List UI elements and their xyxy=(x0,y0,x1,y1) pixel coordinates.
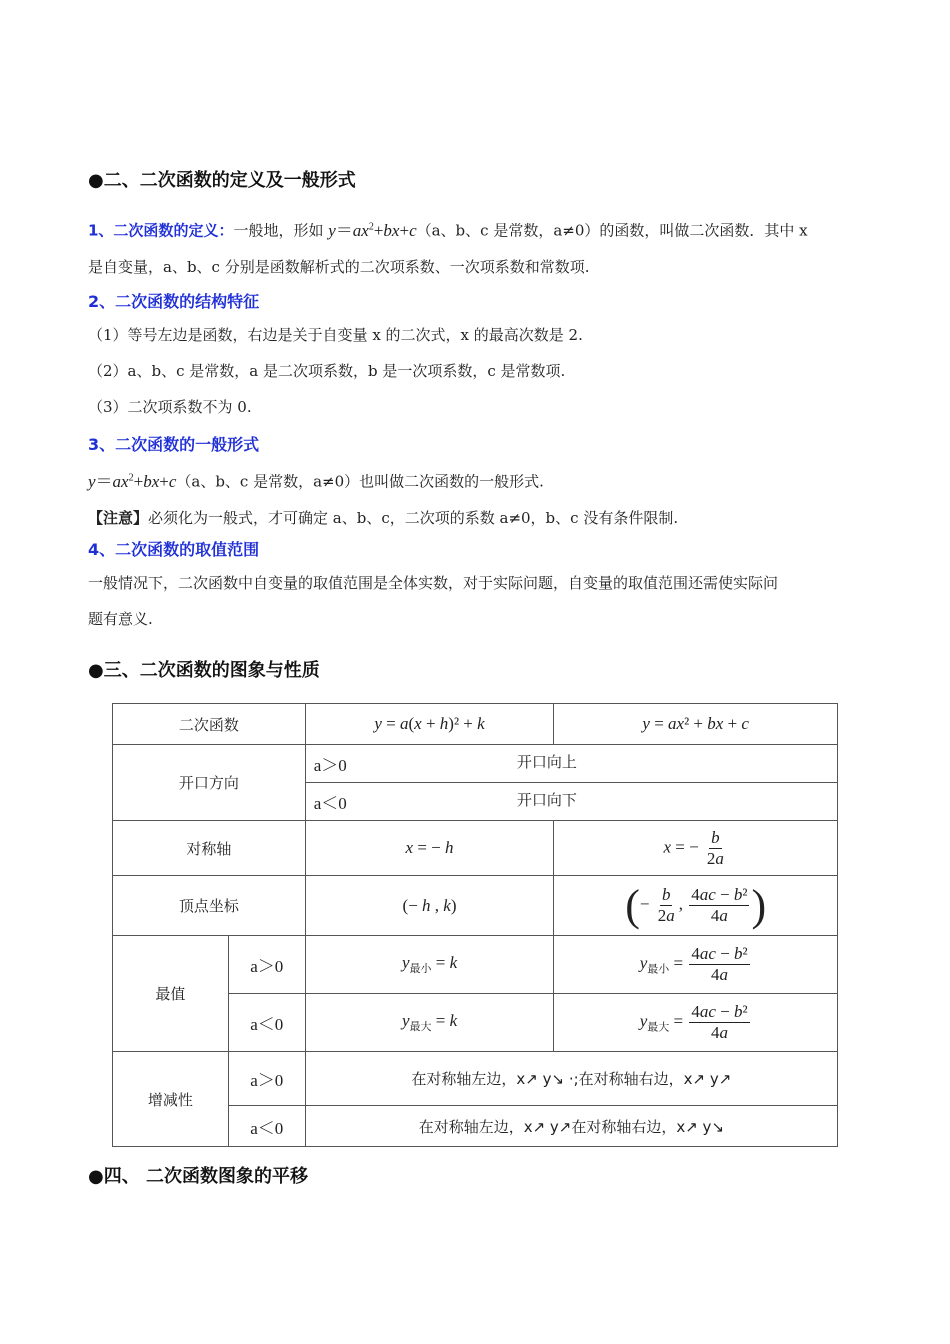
min-vertex-form: $y_{最小} = k$ xyxy=(305,936,554,994)
max-vertex-form: $y_{最大} = k$ xyxy=(305,994,554,1052)
general-form-paragraph xyxy=(88,460,868,536)
table-row-header xyxy=(113,704,838,745)
structure-items xyxy=(88,317,868,425)
range-paragraph xyxy=(88,565,868,637)
table-row-min xyxy=(113,936,838,994)
range-heading: 4、二次函数的取值范围 xyxy=(88,540,260,559)
table-row-opening-pos xyxy=(113,745,838,783)
axis-standard-form: x = − $\frac{b}{2a}$ xyxy=(554,821,838,876)
definition-heading: 1、二次函数的定义： xyxy=(88,221,234,240)
structure-item-3: （3）二次项系数不为 0. xyxy=(88,398,252,416)
structure-item-1: （1）等号左边是函数，右边是关于自变量 x 的二次式，x 的最高次数是 2. xyxy=(88,326,583,344)
note-text: 必须化为一般式，才可确定 a、b、c，二次项的系数 a≠0，b、c 没有条件限制. xyxy=(148,508,679,527)
extreme-cond-pos: a＞0 xyxy=(228,936,305,994)
max-subscript-2: 最大 xyxy=(647,1020,670,1034)
range-line-2: 题有意义. xyxy=(88,610,153,628)
header-label: 二次函数 xyxy=(113,704,306,745)
mono-cond-neg: a＜0 xyxy=(228,1106,305,1147)
opening-cond-neg: a＜0 xyxy=(313,794,347,813)
general-form-formula: $y=ax^2+bx+c$ xyxy=(328,220,417,240)
range-line-1: 一般情况下，二次函数中自变量的取值范围是全体实数，对于实际问题，自变量的取值范围还需使实际问 xyxy=(88,574,779,592)
opening-text-neg: 开口向下 xyxy=(516,791,577,809)
definition-text-1: 一般地，形如 xyxy=(233,221,329,240)
properties-table xyxy=(112,703,838,1147)
mono-cond-pos: a＞0 xyxy=(228,1052,305,1106)
standard-form-formula: y = ax² + bx + c xyxy=(554,704,838,745)
section-3-title: ●三、二次函数的图象与性质 xyxy=(88,660,320,681)
mono-label: 增减性 xyxy=(113,1052,229,1147)
table-row-axis xyxy=(113,821,838,876)
structure-item-2: （2）a、b、c 是常数，a 是二次项系数，b 是一次项系数，c 是常数项. xyxy=(88,362,566,380)
vertex-vertex-form: (− h , k) xyxy=(305,876,554,936)
max-standard-form: $y_{最大}$ = $\frac{\text{4ac − b²}}{4a}$ xyxy=(554,994,838,1052)
opening-cond-pos: a＞0 xyxy=(313,756,347,775)
extreme-cond-neg: a＜0 xyxy=(228,994,305,1052)
definition-paragraph xyxy=(88,209,868,285)
min-standard-form: $y_{最小}$ = $\frac{\text{4ac − b²}}{4a}$ xyxy=(554,936,838,994)
mono-text-neg: 在对称轴左边，x↗ y↗在对称轴右边，x↗ y↘ xyxy=(305,1106,837,1147)
section-4-title: ●四、 二次函数图象的平移 xyxy=(88,1166,308,1187)
table-row-mono-pos xyxy=(113,1052,838,1106)
extreme-label: 最值 xyxy=(113,936,229,1052)
min-subscript-2: 最小 xyxy=(647,962,670,976)
vertex-standard-form: (− $\frac{b}{2a}$ , $\frac{\text{4ac − b²}}{4a}$ ) xyxy=(554,876,838,936)
general-form-heading: 3、二次函数的一般形式 xyxy=(88,435,260,454)
axis-vertex-form: x = − h xyxy=(305,821,554,876)
max-subscript: 最大 xyxy=(409,1020,432,1033)
general-form-formula-2: $y=ax^2+bx+c$ xyxy=(88,471,177,491)
definition-text-2: （a、b、c 是常数，a≠0）的函数，叫做二次函数．其中 x xyxy=(416,221,808,240)
opening-label: 开口方向 xyxy=(113,745,306,821)
vertex-label: 顶点坐标 xyxy=(113,876,306,936)
structure-heading: 2、二次函数的结构特征 xyxy=(88,292,260,311)
note-label: 【注意】 xyxy=(88,508,149,527)
table-row-vertex xyxy=(113,876,838,936)
definition-text-3: 是自变量，a、b、c 分别是函数解析式的二次项系数、一次项系数和常数项. xyxy=(88,257,590,276)
vertex-form-formula: y = a(x + h)² + k xyxy=(305,704,554,745)
opening-text-pos: 开口向上 xyxy=(516,753,577,771)
min-subscript: 最小 xyxy=(409,962,432,975)
general-form-line: （a、b、c 是常数，a≠0）也叫做二次函数的一般形式. xyxy=(176,472,544,491)
axis-label: 对称轴 xyxy=(113,821,306,876)
section-2-title: ●二、二次函数的定义及一般形式 xyxy=(88,170,356,191)
mono-text-pos: 在对称轴左边，x↗ y↘ ·;在对称轴右边，x↗ y↗ xyxy=(305,1052,837,1106)
